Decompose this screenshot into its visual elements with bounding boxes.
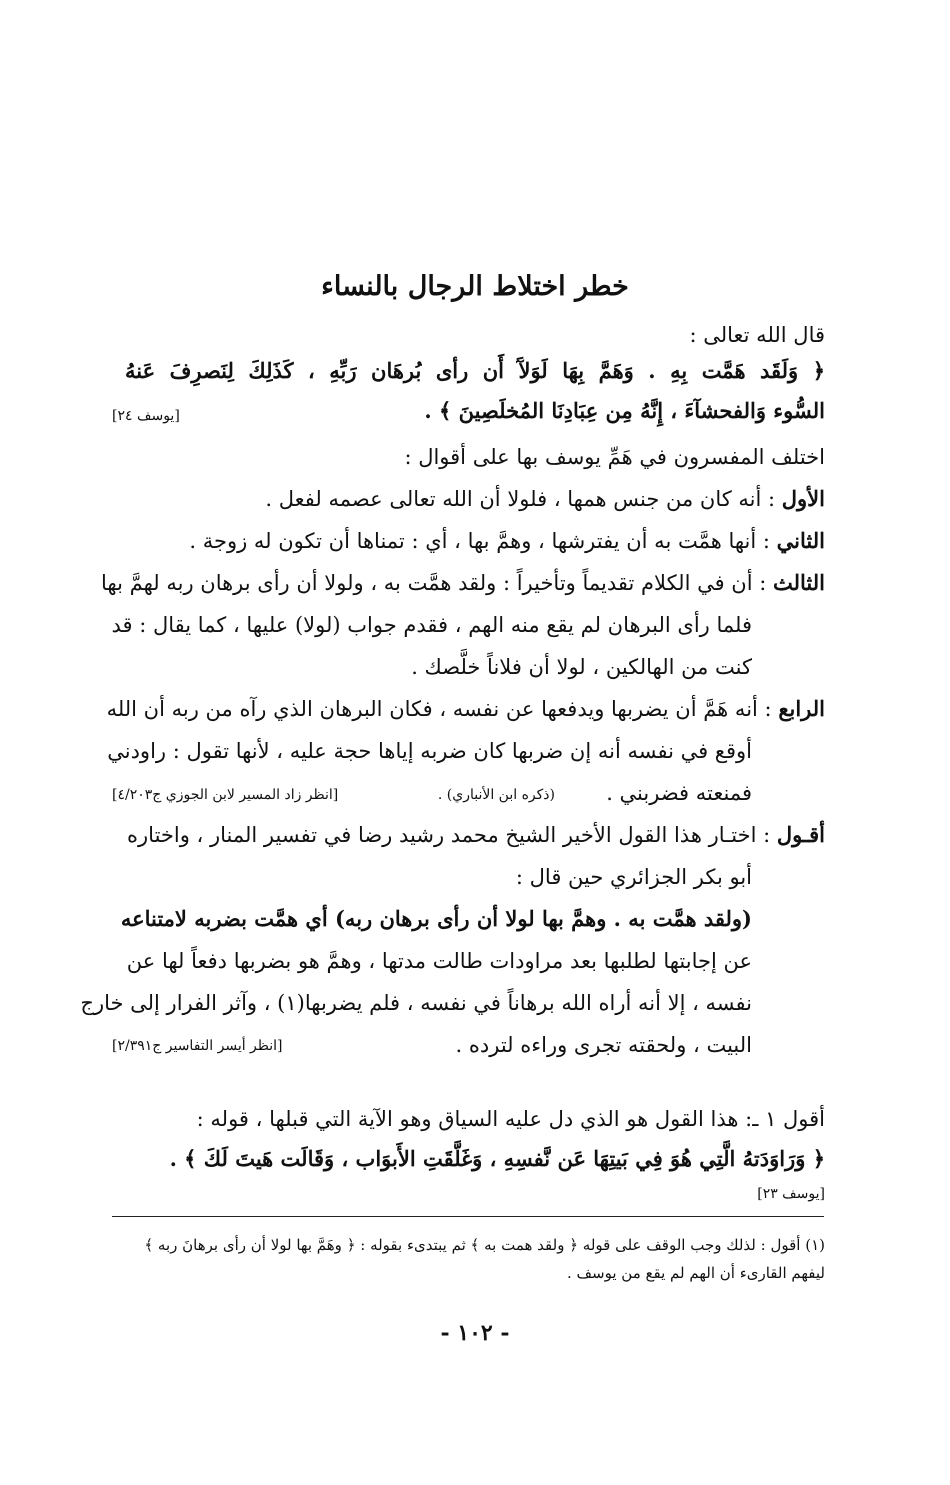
intro-line: قال الله تعالى : <box>689 323 825 347</box>
page-title: خطر اختلاط الرجال بالنساء <box>321 271 629 302</box>
opinion-label: أقـول <box>776 822 825 847</box>
opinion-fourth-line2: أوقع في نفسه أنه إن ضربها كان ضربه إياها حجة عليه ، لأنها تقول : راودني <box>107 739 752 763</box>
opinion-fourth <box>107 696 825 722</box>
page-number: - ١٠٢ - <box>440 1320 510 1346</box>
opinion-fourth-line3: فمنعته فضربني . <box>606 781 752 805</box>
verse-yusuf-24-line1: ﴿ وَلَقَد هَمَّت بِهِ . وَهَمَّ بِهَا لَوَلآَ أَن رأى بُرهَان رَبِّهِ ، كَذَلِكَ لِنَصرِفَ عَنهُ <box>125 358 825 383</box>
verse-yusuf-24-line2: السُّوء وَالفحشآءَ ، إِنَّهُ مِن عِبَادِنَا المُخلَصِينَ ﴾ . <box>424 398 825 423</box>
difference-line: اختلف المفسرون في هَمِّ يوسف بها على أقوال : <box>404 445 825 469</box>
opinion-third-line3: كنت من الهالكين ، لولا أن فلاناً خلَّصك . <box>411 655 752 679</box>
opinion-label: الثالث <box>773 570 825 595</box>
author-opinion-line2: أبو بكر الجزائري حين قال : <box>515 865 752 889</box>
footnote-divider <box>112 1216 824 1217</box>
author-opinion-line6: البيت ، ولحقته تجرى وراءه لترده . <box>455 1033 752 1057</box>
opinion-label: الثاني <box>776 528 825 553</box>
footnote-line2: ليفهم القارىء أن الهم لم يقع من يوسف . <box>566 1264 825 1282</box>
opinion-third <box>101 570 825 596</box>
source-reference: [انظر زاد المسير لابن الجوزي ج٤/٢٠٣] <box>112 787 339 803</box>
source-reference: [انظر أيسر التفاسير ج٢/٣٩١] <box>112 1038 283 1054</box>
opinion-label: الأول <box>781 486 825 511</box>
verse-yusuf-23: ﴿ وَرَاوَدَتهُ الَّتِي هُوَ فِي بَيتِهَا عَن نَّفسِهِ ، وَغَلَّقَتِ الأَبوَاب ، وَقَالَت هَيتَ لَكَ ﴾ . <box>169 1146 825 1171</box>
opinion-text: : اختـار هذا القول الأخير الشيخ محمد رشيد رضا في تفسير المنار ، واختاره <box>127 823 771 847</box>
author-opinion-line3: (ولقد همَّت به . وهمَّ بها لولا أن رأى برهان ربه) أي همَّت بضربه لامتناعه <box>120 906 752 931</box>
opinion-text: : أنه هَمَّ أن يضربها ويدفعها عن نفسه ، فكان البرهان الذي رآه من ربه أن الله <box>106 697 772 721</box>
verse-reference: [يوسف ٢٤] <box>112 408 180 424</box>
author-remark-line1: أقول ١ ـ: هذا القول هو الذي دل عليه السياق وهو الآية التي قبلها ، قوله : <box>196 1107 825 1131</box>
opinion-text: : أنه كان من جنس همها ، فلولا أن الله تعالى عصمه لفعل . <box>265 487 776 511</box>
opinion-text: : أنها همَّت به أن يفترشها ، وهمَّ بها ، أي : تمناها أن تكون له زوجة . <box>189 529 770 553</box>
author-opinion <box>127 822 825 848</box>
opinion-second <box>189 528 825 554</box>
footnote-line1: (١) أقول : لذلك وجب الوقف على قوله ﴿ ولقد همت به ﴾ ثم يبتدىء بقوله : ﴿ وهَمَّ بها لولا أن رأى برهانَ ربه ﴾ <box>144 1236 825 1254</box>
verse-reference: [يوسف ٢٣] <box>757 1186 825 1202</box>
opinion-label: الرابع <box>778 696 825 721</box>
opinion-third-line2: فلما رأى البرهان لم يقع منه الهم ، فقدم جواب (لولا) عليها ، كما يقال : قد <box>111 613 752 637</box>
opinion-text: : أن في الكلام تقديماً وتأخيراً : ولقد همَّت به ، ولولا أن رأى برهان ربه لهمَّ بها <box>101 571 767 595</box>
source-note: (ذكره ابن الأنباري) . <box>437 787 555 803</box>
author-opinion-line5: نفسه ، إلا أنه أراه الله برهاناً في نفسه ، فلم يضربها(١) ، وآثر الفرار إلى خارج <box>80 991 752 1015</box>
author-opinion-line4: عن إجابتها لطلبها بعد مراودات طالت مدتها ، وهمَّ هو بضربها دفعاً لها عن <box>126 949 752 973</box>
opinion-first <box>265 486 825 512</box>
